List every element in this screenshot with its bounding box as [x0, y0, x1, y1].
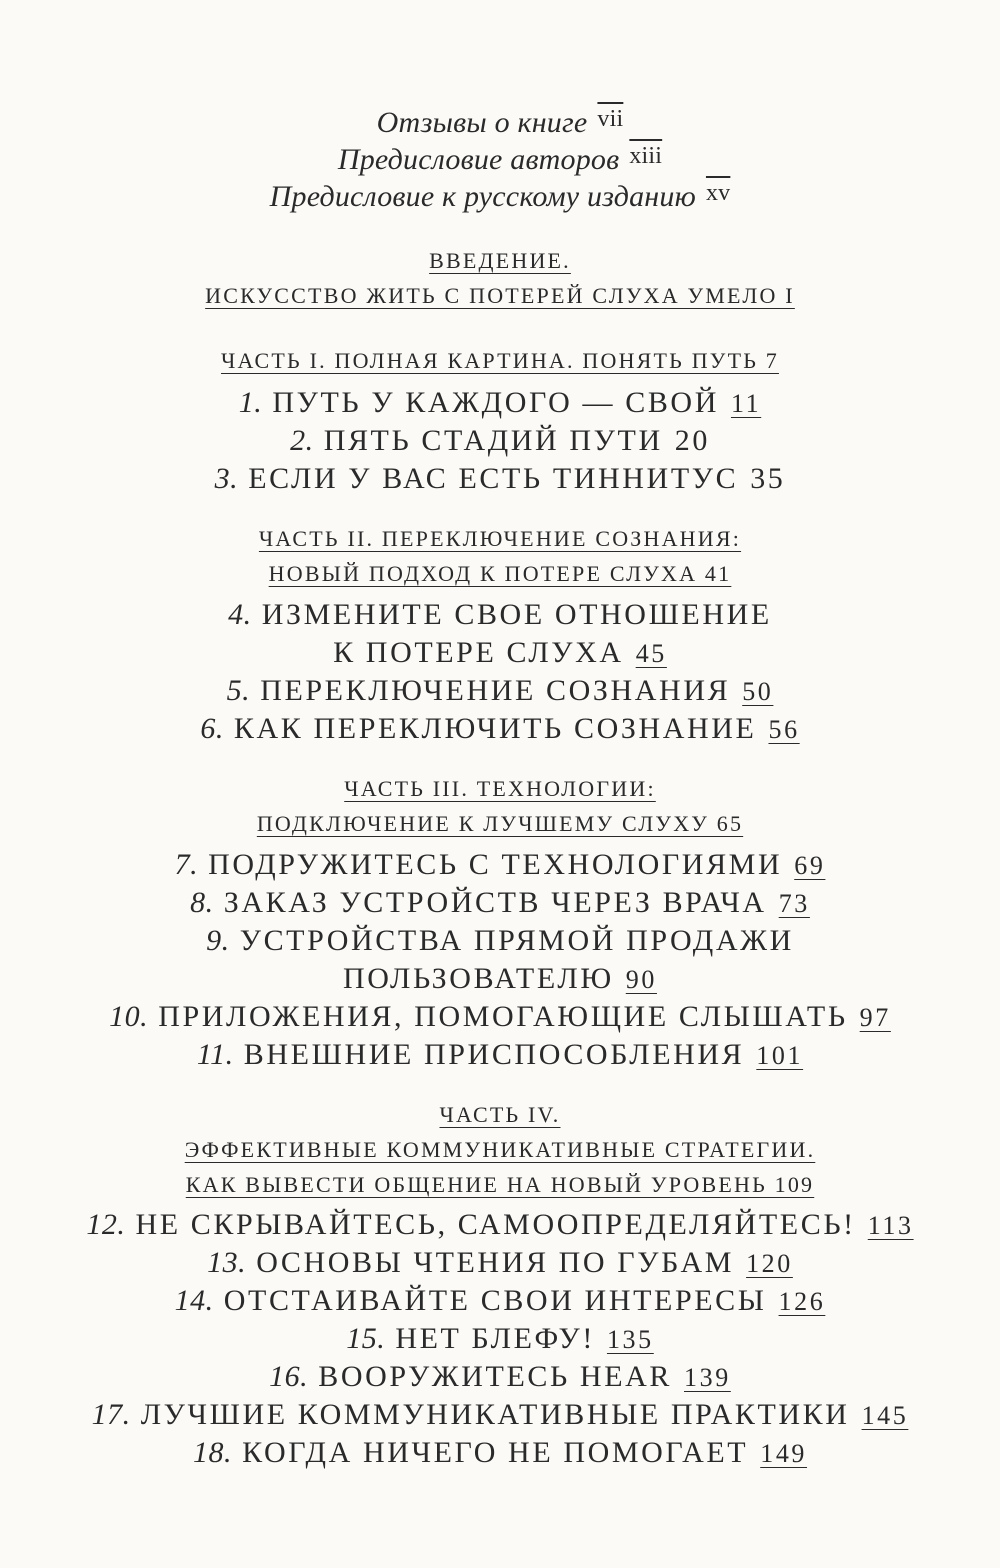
chapter-number: 16. [269, 1360, 309, 1393]
chapter-8 [0, 888, 1000, 918]
chapter-number: 12. [86, 1208, 126, 1241]
chapter-page: 149 [760, 1439, 808, 1468]
toc-front-matter-authors-preface [0, 145, 1000, 175]
chapter-number: 11. [196, 1038, 234, 1071]
chapter-11 [0, 1040, 1000, 1070]
part4-heading: ЧАСТЬ IV. [439, 1102, 561, 1127]
chapter-number: 7. [174, 848, 199, 881]
chapter-10 [0, 1002, 1000, 1032]
chapter-title: ПЯТЬ СТАДИЙ ПУТИ [323, 424, 663, 457]
chapter-4-continued [0, 638, 1000, 668]
part3-heading: ЧАСТЬ III. ТЕХНОЛОГИИ: [344, 776, 656, 801]
part2-heading: ЧАСТЬ II. ПЕРЕКЛЮЧЕНИЕ СОЗНАНИЯ: [258, 526, 742, 551]
chapter-page: 126 [778, 1287, 826, 1316]
chapter-5 [0, 676, 1000, 706]
chapter-number: 14. [174, 1284, 214, 1317]
chapter-page: 120 [746, 1249, 793, 1278]
entry-page: vii [597, 106, 624, 132]
chapter-2 [0, 426, 1000, 456]
entry-title: Отзывы о книге [376, 106, 588, 139]
chapter-title: НЕТ БЛЕФУ! [395, 1322, 595, 1355]
chapter-number: 6. [200, 712, 224, 745]
chapter-4 [0, 600, 1000, 630]
chapter-17 [0, 1400, 1000, 1430]
chapter-title: НЕ СКРЫВАЙТЕСЬ, САМООПРЕДЕЛЯЙТЕСЬ! [135, 1208, 856, 1241]
chapter-title: ВНЕШНИЕ ПРИСПОСОБЛЕНИЯ [243, 1038, 745, 1071]
chapter-16 [0, 1362, 1000, 1392]
chapter-18 [0, 1438, 1000, 1468]
chapter-9 [0, 926, 1000, 956]
chapter-title: ЗАКАЗ УСТРОЙСТВ ЧЕРЕЗ ВРАЧА [223, 886, 767, 919]
chapter-page: 50 [742, 677, 774, 706]
chapter-title: ЕСЛИ У ВАС ЕСТЬ ТИННИТУС [248, 462, 739, 495]
chapter-14 [0, 1286, 1000, 1316]
entry-title: Предисловие к русскому изданию [269, 180, 696, 213]
chapter-6 [0, 714, 1000, 744]
chapter-number: 10. [109, 1000, 149, 1033]
entry-page: xiii [629, 143, 663, 169]
chapter-number: 9. [206, 924, 230, 957]
chapter-number: 3. [214, 462, 239, 495]
part2-title: НОВЫЙ ПОДХОД К ПОТЕРЕ СЛУХА 41 [268, 561, 732, 586]
chapter-title-continued: ПОЛЬЗОВАТЕЛЮ [343, 962, 614, 995]
chapter-title: ЛУЧШИЕ КОММУНИКАТИВНЫЕ ПРАКТИКИ [140, 1398, 850, 1431]
part4-subtitle: КАК ВЫВЕСТИ ОБЩЕНИЕ НА НОВЫЙ УРОВЕНЬ 109 [185, 1172, 815, 1197]
chapter-page: 145 [861, 1401, 909, 1430]
chapter-number: 4. [228, 598, 252, 631]
chapter-3 [0, 464, 1000, 494]
chapter-number: 1. [238, 386, 263, 419]
part3-title: ПОДКЛЮЧЕНИЕ К ЛУЧШЕМУ СЛУХУ 65 [256, 811, 744, 836]
chapter-title: ПУТЬ У КАЖДОГО — СВОЙ [272, 386, 719, 419]
chapter-number: 17. [91, 1398, 131, 1431]
chapter-title-continued: К ПОТЕРЕ СЛУХА [333, 636, 624, 669]
chapter-9-continued [0, 964, 1000, 994]
chapter-page: 11 [730, 389, 762, 418]
chapter-number: 18. [192, 1436, 232, 1469]
chapter-title: ОСНОВЫ ЧТЕНИЯ ПО ГУБАМ [256, 1246, 735, 1279]
chapter-number: 5. [226, 674, 251, 707]
chapter-page: 56 [768, 715, 800, 744]
chapter-title: ВООРУЖИТЕСЬ HEAR [318, 1360, 672, 1393]
entry-title: Предисловие авторов [337, 143, 620, 176]
chapter-page: 97 [859, 1003, 891, 1032]
chapter-number: 8. [190, 886, 214, 919]
chapter-page: 69 [794, 851, 826, 880]
chapter-page: 113 [867, 1211, 914, 1240]
chapter-title: ПЕРЕКЛЮЧЕНИЕ СОЗНАНИЯ [260, 674, 731, 707]
chapter-page: 45 [635, 639, 667, 668]
chapter-title: ПОДРУЖИТЕСЬ С ТЕХНОЛОГИЯМИ [208, 848, 783, 881]
intro-title: ИСКУССТВО ЖИТЬ С ПОТЕРЕЙ СЛУХА УМЕЛО I [205, 283, 795, 308]
chapter-12 [0, 1210, 1000, 1240]
entry-page: xv [705, 180, 731, 206]
chapter-title: КОГДА НИЧЕГО НЕ ПОМОГАЕТ [242, 1436, 749, 1469]
toc-front-matter-russian-preface [0, 182, 1000, 212]
chapter-title: ИЗМЕНИТЕ СВОЕ ОТНОШЕНИЕ [261, 598, 772, 631]
chapter-1 [0, 388, 1000, 418]
chapter-title: ОТСТАИВАЙТЕ СВОИ ИНТЕРЕСЫ [223, 1284, 767, 1317]
chapter-number: 2. [290, 424, 314, 457]
intro-heading: ВВЕДЕНИЕ. [429, 248, 571, 273]
chapter-page: 35 [750, 462, 786, 495]
chapter-page: 73 [778, 889, 810, 918]
chapter-15 [0, 1324, 1000, 1354]
chapter-7 [0, 850, 1000, 880]
chapter-number: 15. [346, 1322, 386, 1355]
chapter-title: КАК ПЕРЕКЛЮЧИТЬ СОЗНАНИЕ [233, 712, 757, 745]
chapter-title: УСТРОЙСТВА ПРЯМОЙ ПРОДАЖИ [239, 924, 794, 957]
chapter-page: 101 [756, 1041, 804, 1070]
chapter-page: 135 [606, 1325, 654, 1354]
chapter-page: 139 [684, 1363, 731, 1392]
part4-title: ЭФФЕКТИВНЫЕ КОММУНИКАТИВНЫЕ СТРАТЕГИИ. [184, 1137, 816, 1162]
chapter-13 [0, 1248, 1000, 1278]
toc-front-matter-reviews [0, 108, 1000, 138]
part1-heading: ЧАСТЬ I. ПОЛНАЯ КАРТИНА. ПОНЯТЬ ПУТЬ 7 [221, 348, 779, 373]
chapter-number: 13. [207, 1246, 247, 1279]
chapter-page: 90 [625, 965, 657, 994]
chapter-title: ПРИЛОЖЕНИЯ, ПОМОГАЮЩИЕ СЛЫШАТЬ [158, 1000, 848, 1033]
chapter-page: 20 [674, 424, 710, 457]
